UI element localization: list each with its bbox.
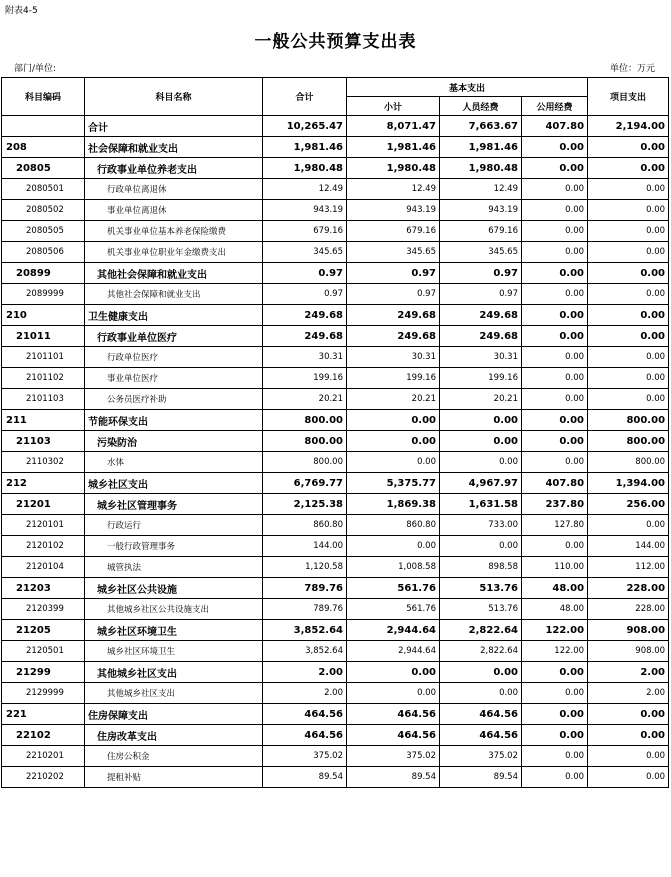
cell-name: 事业单位离退休 [85, 200, 263, 221]
cell-name: 社会保障和就业支出 [85, 137, 263, 158]
cell-personnel: 0.00 [440, 431, 522, 452]
cell-public: 0.00 [522, 704, 588, 725]
cell-subtotal: 0.00 [347, 662, 440, 683]
cell-total: 464.56 [263, 704, 347, 725]
header-row-1 [2, 78, 669, 97]
cell-code: 2120104 [2, 557, 85, 578]
cell-public: 0.00 [522, 725, 588, 746]
table-row [2, 221, 669, 242]
header-name: 科目名称 [85, 78, 263, 116]
cell-code: 20805 [2, 158, 85, 179]
table-row [2, 767, 669, 788]
cell-code: 211 [2, 410, 85, 431]
cell-code: 22102 [2, 725, 85, 746]
cell-project: 800.00 [588, 431, 669, 452]
cell-name: 城管执法 [85, 557, 263, 578]
table-row [2, 473, 669, 494]
cell-public: 0.00 [522, 746, 588, 767]
cell-personnel: 1,981.46 [440, 137, 522, 158]
department-label: 部门/单位: [14, 64, 57, 74]
header-subtotal: 小计 [347, 97, 440, 116]
header-code: 科目编码 [2, 78, 85, 116]
cell-subtotal: 8,071.47 [347, 116, 440, 137]
cell-code: 208 [2, 137, 85, 158]
cell-subtotal: 464.56 [347, 725, 440, 746]
cell-subtotal: 12.49 [347, 179, 440, 200]
cell-personnel: 943.19 [440, 200, 522, 221]
cell-code: 20899 [2, 263, 85, 284]
cell-public: 0.00 [522, 326, 588, 347]
table-row [2, 179, 669, 200]
cell-name: 城乡社区环境卫生 [85, 641, 263, 662]
cell-name: 行政单位医疗 [85, 347, 263, 368]
table-row [2, 704, 669, 725]
cell-name: 污染防治 [85, 431, 263, 452]
budget-table [1, 77, 669, 788]
cell-name: 住房公积金 [85, 746, 263, 767]
cell-name: 行政事业单位养老支出 [85, 158, 263, 179]
cell-project: 256.00 [588, 494, 669, 515]
table-row [2, 557, 669, 578]
cell-code: 2120101 [2, 515, 85, 536]
cell-personnel: 679.16 [440, 221, 522, 242]
cell-project: 0.00 [588, 158, 669, 179]
cell-public: 407.80 [522, 116, 588, 137]
cell-public: 0.00 [522, 137, 588, 158]
cell-public: 0.00 [522, 242, 588, 263]
cell-name: 住房改革支出 [85, 725, 263, 746]
cell-project: 0.00 [588, 767, 669, 788]
cell-project: 0.00 [588, 284, 669, 305]
table-row [2, 284, 669, 305]
cell-subtotal: 0.00 [347, 683, 440, 704]
cell-total: 3,852.64 [263, 641, 347, 662]
header-project: 项目支出 [588, 78, 669, 116]
cell-subtotal: 0.97 [347, 263, 440, 284]
cell-public: 0.00 [522, 158, 588, 179]
cell-subtotal: 249.68 [347, 305, 440, 326]
cell-code: 2120102 [2, 536, 85, 557]
cell-total: 3,852.64 [263, 620, 347, 641]
cell-name: 水体 [85, 452, 263, 473]
cell-project: 800.00 [588, 452, 669, 473]
cell-project: 228.00 [588, 578, 669, 599]
cell-total: 800.00 [263, 431, 347, 452]
cell-subtotal: 0.00 [347, 410, 440, 431]
cell-project: 0.00 [588, 305, 669, 326]
cell-personnel: 0.00 [440, 683, 522, 704]
cell-subtotal: 679.16 [347, 221, 440, 242]
table-row [2, 725, 669, 746]
cell-personnel: 30.31 [440, 347, 522, 368]
header-total: 合计 [263, 78, 347, 116]
cell-name: 住房保障支出 [85, 704, 263, 725]
cell-project: 0.00 [588, 515, 669, 536]
cell-public: 122.00 [522, 641, 588, 662]
table-row [2, 410, 669, 431]
cell-name: 行政事业单位医疗 [85, 326, 263, 347]
cell-project: 0.00 [588, 347, 669, 368]
cell-subtotal: 0.00 [347, 452, 440, 473]
cell-public: 0.00 [522, 389, 588, 410]
table-row [2, 368, 669, 389]
cell-total: 2,125.38 [263, 494, 347, 515]
cell-name: 其他城乡社区公共设施支出 [85, 599, 263, 620]
table-row [2, 515, 669, 536]
cell-personnel: 2,822.64 [440, 620, 522, 641]
cell-code [2, 116, 85, 137]
cell-personnel: 345.65 [440, 242, 522, 263]
cell-total: 1,981.46 [263, 137, 347, 158]
table-row [2, 746, 669, 767]
cell-total: 6,769.77 [263, 473, 347, 494]
cell-subtotal: 5,375.77 [347, 473, 440, 494]
table-row [2, 242, 669, 263]
cell-total: 144.00 [263, 536, 347, 557]
table-row [2, 347, 669, 368]
cell-public: 110.00 [522, 557, 588, 578]
page-title: 一般公共预算支出表 [254, 32, 417, 52]
cell-code: 2101102 [2, 368, 85, 389]
cell-subtotal: 561.76 [347, 599, 440, 620]
cell-name: 机关事业单位职业年金缴费支出 [85, 242, 263, 263]
table-row [2, 641, 669, 662]
cell-project: 0.00 [588, 746, 669, 767]
cell-personnel: 4,967.97 [440, 473, 522, 494]
cell-public: 0.00 [522, 536, 588, 557]
cell-personnel: 513.76 [440, 578, 522, 599]
cell-personnel: 0.00 [440, 662, 522, 683]
cell-public: 407.80 [522, 473, 588, 494]
cell-subtotal: 2,944.64 [347, 641, 440, 662]
cell-subtotal: 375.02 [347, 746, 440, 767]
cell-project: 0.00 [588, 179, 669, 200]
cell-personnel: 249.68 [440, 305, 522, 326]
cell-personnel: 733.00 [440, 515, 522, 536]
cell-project: 1,394.00 [588, 473, 669, 494]
cell-project: 2.00 [588, 683, 669, 704]
cell-public: 0.00 [522, 452, 588, 473]
cell-total: 1,980.48 [263, 158, 347, 179]
cell-project: 144.00 [588, 536, 669, 557]
cell-total: 375.02 [263, 746, 347, 767]
cell-code: 2120501 [2, 641, 85, 662]
cell-subtotal: 2,944.64 [347, 620, 440, 641]
cell-code: 21203 [2, 578, 85, 599]
cell-public: 127.80 [522, 515, 588, 536]
cell-total: 800.00 [263, 410, 347, 431]
cell-subtotal: 943.19 [347, 200, 440, 221]
cell-total: 789.76 [263, 599, 347, 620]
cell-project: 2.00 [588, 662, 669, 683]
unit-label: 单位：万元 [609, 64, 655, 74]
cell-project: 800.00 [588, 410, 669, 431]
cell-subtotal: 860.80 [347, 515, 440, 536]
cell-code: 2129999 [2, 683, 85, 704]
cell-total: 249.68 [263, 305, 347, 326]
cell-public: 0.00 [522, 305, 588, 326]
cell-project: 0.00 [588, 263, 669, 284]
cell-name: 事业单位医疗 [85, 368, 263, 389]
cell-public: 0.00 [522, 221, 588, 242]
cell-project: 0.00 [588, 704, 669, 725]
cell-total: 679.16 [263, 221, 347, 242]
cell-name: 公务员医疗补助 [85, 389, 263, 410]
cell-personnel: 898.58 [440, 557, 522, 578]
cell-public: 0.00 [522, 179, 588, 200]
cell-code: 210 [2, 305, 85, 326]
table-row [2, 599, 669, 620]
cell-personnel: 464.56 [440, 704, 522, 725]
cell-public: 122.00 [522, 620, 588, 641]
cell-name: 其他社会保障和就业支出 [85, 263, 263, 284]
cell-total: 464.56 [263, 725, 347, 746]
cell-subtotal: 1,980.48 [347, 158, 440, 179]
cell-personnel: 7,663.67 [440, 116, 522, 137]
cell-subtotal: 1,008.58 [347, 557, 440, 578]
cell-subtotal: 561.76 [347, 578, 440, 599]
cell-name: 城乡社区管理事务 [85, 494, 263, 515]
cell-code: 2080505 [2, 221, 85, 242]
cell-name: 卫生健康支出 [85, 305, 263, 326]
cell-personnel: 0.00 [440, 410, 522, 431]
cell-public: 0.00 [522, 347, 588, 368]
cell-code: 2120399 [2, 599, 85, 620]
table-row [2, 431, 669, 452]
table-row [2, 116, 669, 137]
cell-personnel: 0.97 [440, 263, 522, 284]
cell-public: 0.00 [522, 263, 588, 284]
cell-project: 0.00 [588, 221, 669, 242]
cell-code: 212 [2, 473, 85, 494]
cell-name: 提租补贴 [85, 767, 263, 788]
cell-total: 800.00 [263, 452, 347, 473]
cell-public: 0.00 [522, 368, 588, 389]
table-row [2, 137, 669, 158]
table-row [2, 326, 669, 347]
cell-personnel: 375.02 [440, 746, 522, 767]
cell-total: 2.00 [263, 683, 347, 704]
cell-project: 0.00 [588, 242, 669, 263]
cell-code: 2080502 [2, 200, 85, 221]
cell-personnel: 0.00 [440, 452, 522, 473]
table-row [2, 662, 669, 683]
cell-subtotal: 345.65 [347, 242, 440, 263]
cell-public: 0.00 [522, 767, 588, 788]
cell-name: 一般行政管理事务 [85, 536, 263, 557]
cell-name: 其他城乡社区支出 [85, 662, 263, 683]
cell-code: 2080501 [2, 179, 85, 200]
cell-personnel: 249.68 [440, 326, 522, 347]
cell-name: 行政运行 [85, 515, 263, 536]
cell-code: 221 [2, 704, 85, 725]
cell-public: 48.00 [522, 578, 588, 599]
cell-name: 其他社会保障和就业支出 [85, 284, 263, 305]
cell-total: 0.97 [263, 284, 347, 305]
cell-name: 合计 [85, 116, 263, 137]
cell-name: 城乡社区支出 [85, 473, 263, 494]
cell-total: 30.31 [263, 347, 347, 368]
cell-subtotal: 1,981.46 [347, 137, 440, 158]
table-row [2, 389, 669, 410]
table-row [2, 263, 669, 284]
cell-total: 20.21 [263, 389, 347, 410]
cell-personnel: 1,980.48 [440, 158, 522, 179]
cell-subtotal: 0.97 [347, 284, 440, 305]
cell-personnel: 20.21 [440, 389, 522, 410]
table-body [2, 116, 669, 788]
table-row [2, 452, 669, 473]
cell-name: 其他城乡社区支出 [85, 683, 263, 704]
cell-total: 10,265.47 [263, 116, 347, 137]
cell-total: 943.19 [263, 200, 347, 221]
cell-public: 0.00 [522, 200, 588, 221]
table-row [2, 620, 669, 641]
cell-code: 2110302 [2, 452, 85, 473]
table-row [2, 683, 669, 704]
cell-total: 345.65 [263, 242, 347, 263]
cell-project: 228.00 [588, 599, 669, 620]
cell-personnel: 1,631.58 [440, 494, 522, 515]
cell-subtotal: 30.31 [347, 347, 440, 368]
cell-project: 0.00 [588, 137, 669, 158]
cell-public: 48.00 [522, 599, 588, 620]
cell-code: 2101103 [2, 389, 85, 410]
cell-project: 908.00 [588, 620, 669, 641]
cell-personnel: 464.56 [440, 725, 522, 746]
cell-name: 城乡社区环境卫生 [85, 620, 263, 641]
table-row [2, 578, 669, 599]
cell-name: 行政单位离退休 [85, 179, 263, 200]
cell-public: 0.00 [522, 284, 588, 305]
cell-name: 机关事业单位基本养老保险缴费 [85, 221, 263, 242]
cell-subtotal: 0.00 [347, 536, 440, 557]
cell-code: 21299 [2, 662, 85, 683]
cell-code: 21201 [2, 494, 85, 515]
cell-code: 2210202 [2, 767, 85, 788]
cell-personnel: 12.49 [440, 179, 522, 200]
cell-subtotal: 199.16 [347, 368, 440, 389]
cell-subtotal: 1,869.38 [347, 494, 440, 515]
cell-total: 789.76 [263, 578, 347, 599]
table-row [2, 305, 669, 326]
cell-personnel: 89.54 [440, 767, 522, 788]
header-personnel: 人员经费 [440, 97, 522, 116]
cell-subtotal: 0.00 [347, 431, 440, 452]
cell-public: 237.80 [522, 494, 588, 515]
cell-personnel: 513.76 [440, 599, 522, 620]
cell-subtotal: 249.68 [347, 326, 440, 347]
cell-public: 0.00 [522, 683, 588, 704]
cell-name: 节能环保支出 [85, 410, 263, 431]
header-basic: 基本支出 [347, 78, 588, 97]
cell-total: 860.80 [263, 515, 347, 536]
table-row [2, 536, 669, 557]
cell-subtotal: 464.56 [347, 704, 440, 725]
table-row [2, 158, 669, 179]
cell-subtotal: 89.54 [347, 767, 440, 788]
cell-project: 0.00 [588, 725, 669, 746]
cell-code: 2089999 [2, 284, 85, 305]
cell-total: 12.49 [263, 179, 347, 200]
cell-subtotal: 20.21 [347, 389, 440, 410]
cell-code: 21011 [2, 326, 85, 347]
annex-label: 附表4-5 [5, 6, 38, 16]
cell-personnel: 0.00 [440, 536, 522, 557]
cell-project: 0.00 [588, 368, 669, 389]
cell-project: 2,194.00 [588, 116, 669, 137]
cell-code: 2210201 [2, 746, 85, 767]
cell-project: 0.00 [588, 326, 669, 347]
cell-code: 21205 [2, 620, 85, 641]
header-public: 公用经费 [522, 97, 588, 116]
cell-personnel: 0.97 [440, 284, 522, 305]
cell-public: 0.00 [522, 410, 588, 431]
cell-name: 城乡社区公共设施 [85, 578, 263, 599]
cell-project: 908.00 [588, 641, 669, 662]
cell-public: 0.00 [522, 662, 588, 683]
cell-total: 199.16 [263, 368, 347, 389]
cell-personnel: 199.16 [440, 368, 522, 389]
cell-project: 0.00 [588, 200, 669, 221]
cell-personnel: 2,822.64 [440, 641, 522, 662]
table-row [2, 200, 669, 221]
cell-code: 21103 [2, 431, 85, 452]
cell-public: 0.00 [522, 431, 588, 452]
cell-project: 112.00 [588, 557, 669, 578]
table-row [2, 494, 669, 515]
cell-code: 2080506 [2, 242, 85, 263]
cell-total: 0.97 [263, 263, 347, 284]
cell-total: 2.00 [263, 662, 347, 683]
cell-total: 89.54 [263, 767, 347, 788]
cell-project: 0.00 [588, 389, 669, 410]
cell-total: 249.68 [263, 326, 347, 347]
cell-code: 2101101 [2, 347, 85, 368]
cell-total: 1,120.58 [263, 557, 347, 578]
